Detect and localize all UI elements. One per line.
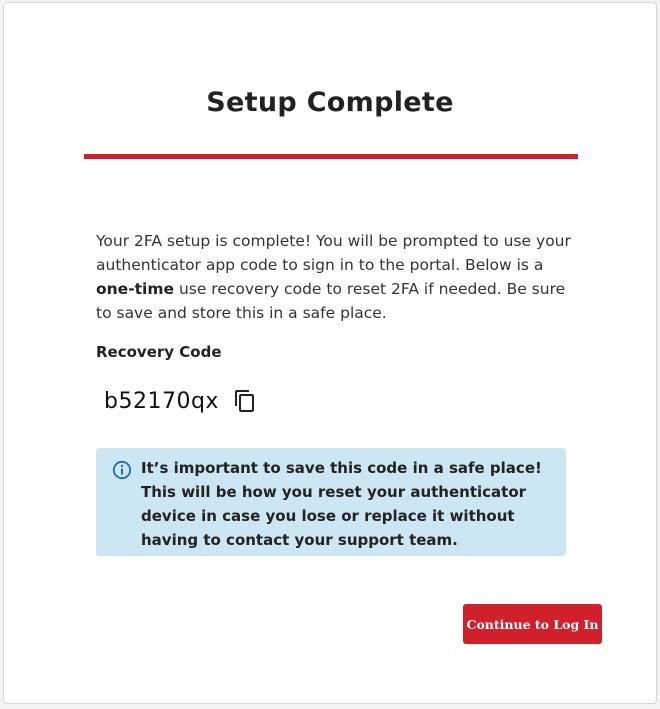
continue-to-login-button[interactable]: Continue to Log In <box>463 604 602 644</box>
intro-emphasis: one-time <box>96 280 175 298</box>
title-divider <box>84 154 578 159</box>
info-icon <box>112 460 132 480</box>
info-alert <box>96 448 566 556</box>
page-title: Setup Complete <box>206 87 454 118</box>
intro-text <box>96 229 576 325</box>
recovery-code-row <box>104 385 257 417</box>
alert-message: It’s important to save this code in a safe place! This will be how you reset your authenticator device in case you lose or replace it without having to contact your support team. <box>141 459 542 549</box>
intro-text-part-2: use recovery code to reset 2FA if needed. Be sure to save and store this in a safe place. <box>96 280 566 322</box>
copy-icon[interactable] <box>233 389 257 413</box>
setup-card <box>3 2 657 704</box>
recovery-code-label: Recovery Code <box>96 343 222 361</box>
recovery-code-value: b52170qx <box>104 388 219 414</box>
intro-text-part-1: Your 2FA setup is complete! You will be prompted to use your authenticator app code to sign in to the portal. Below is a <box>96 232 571 274</box>
